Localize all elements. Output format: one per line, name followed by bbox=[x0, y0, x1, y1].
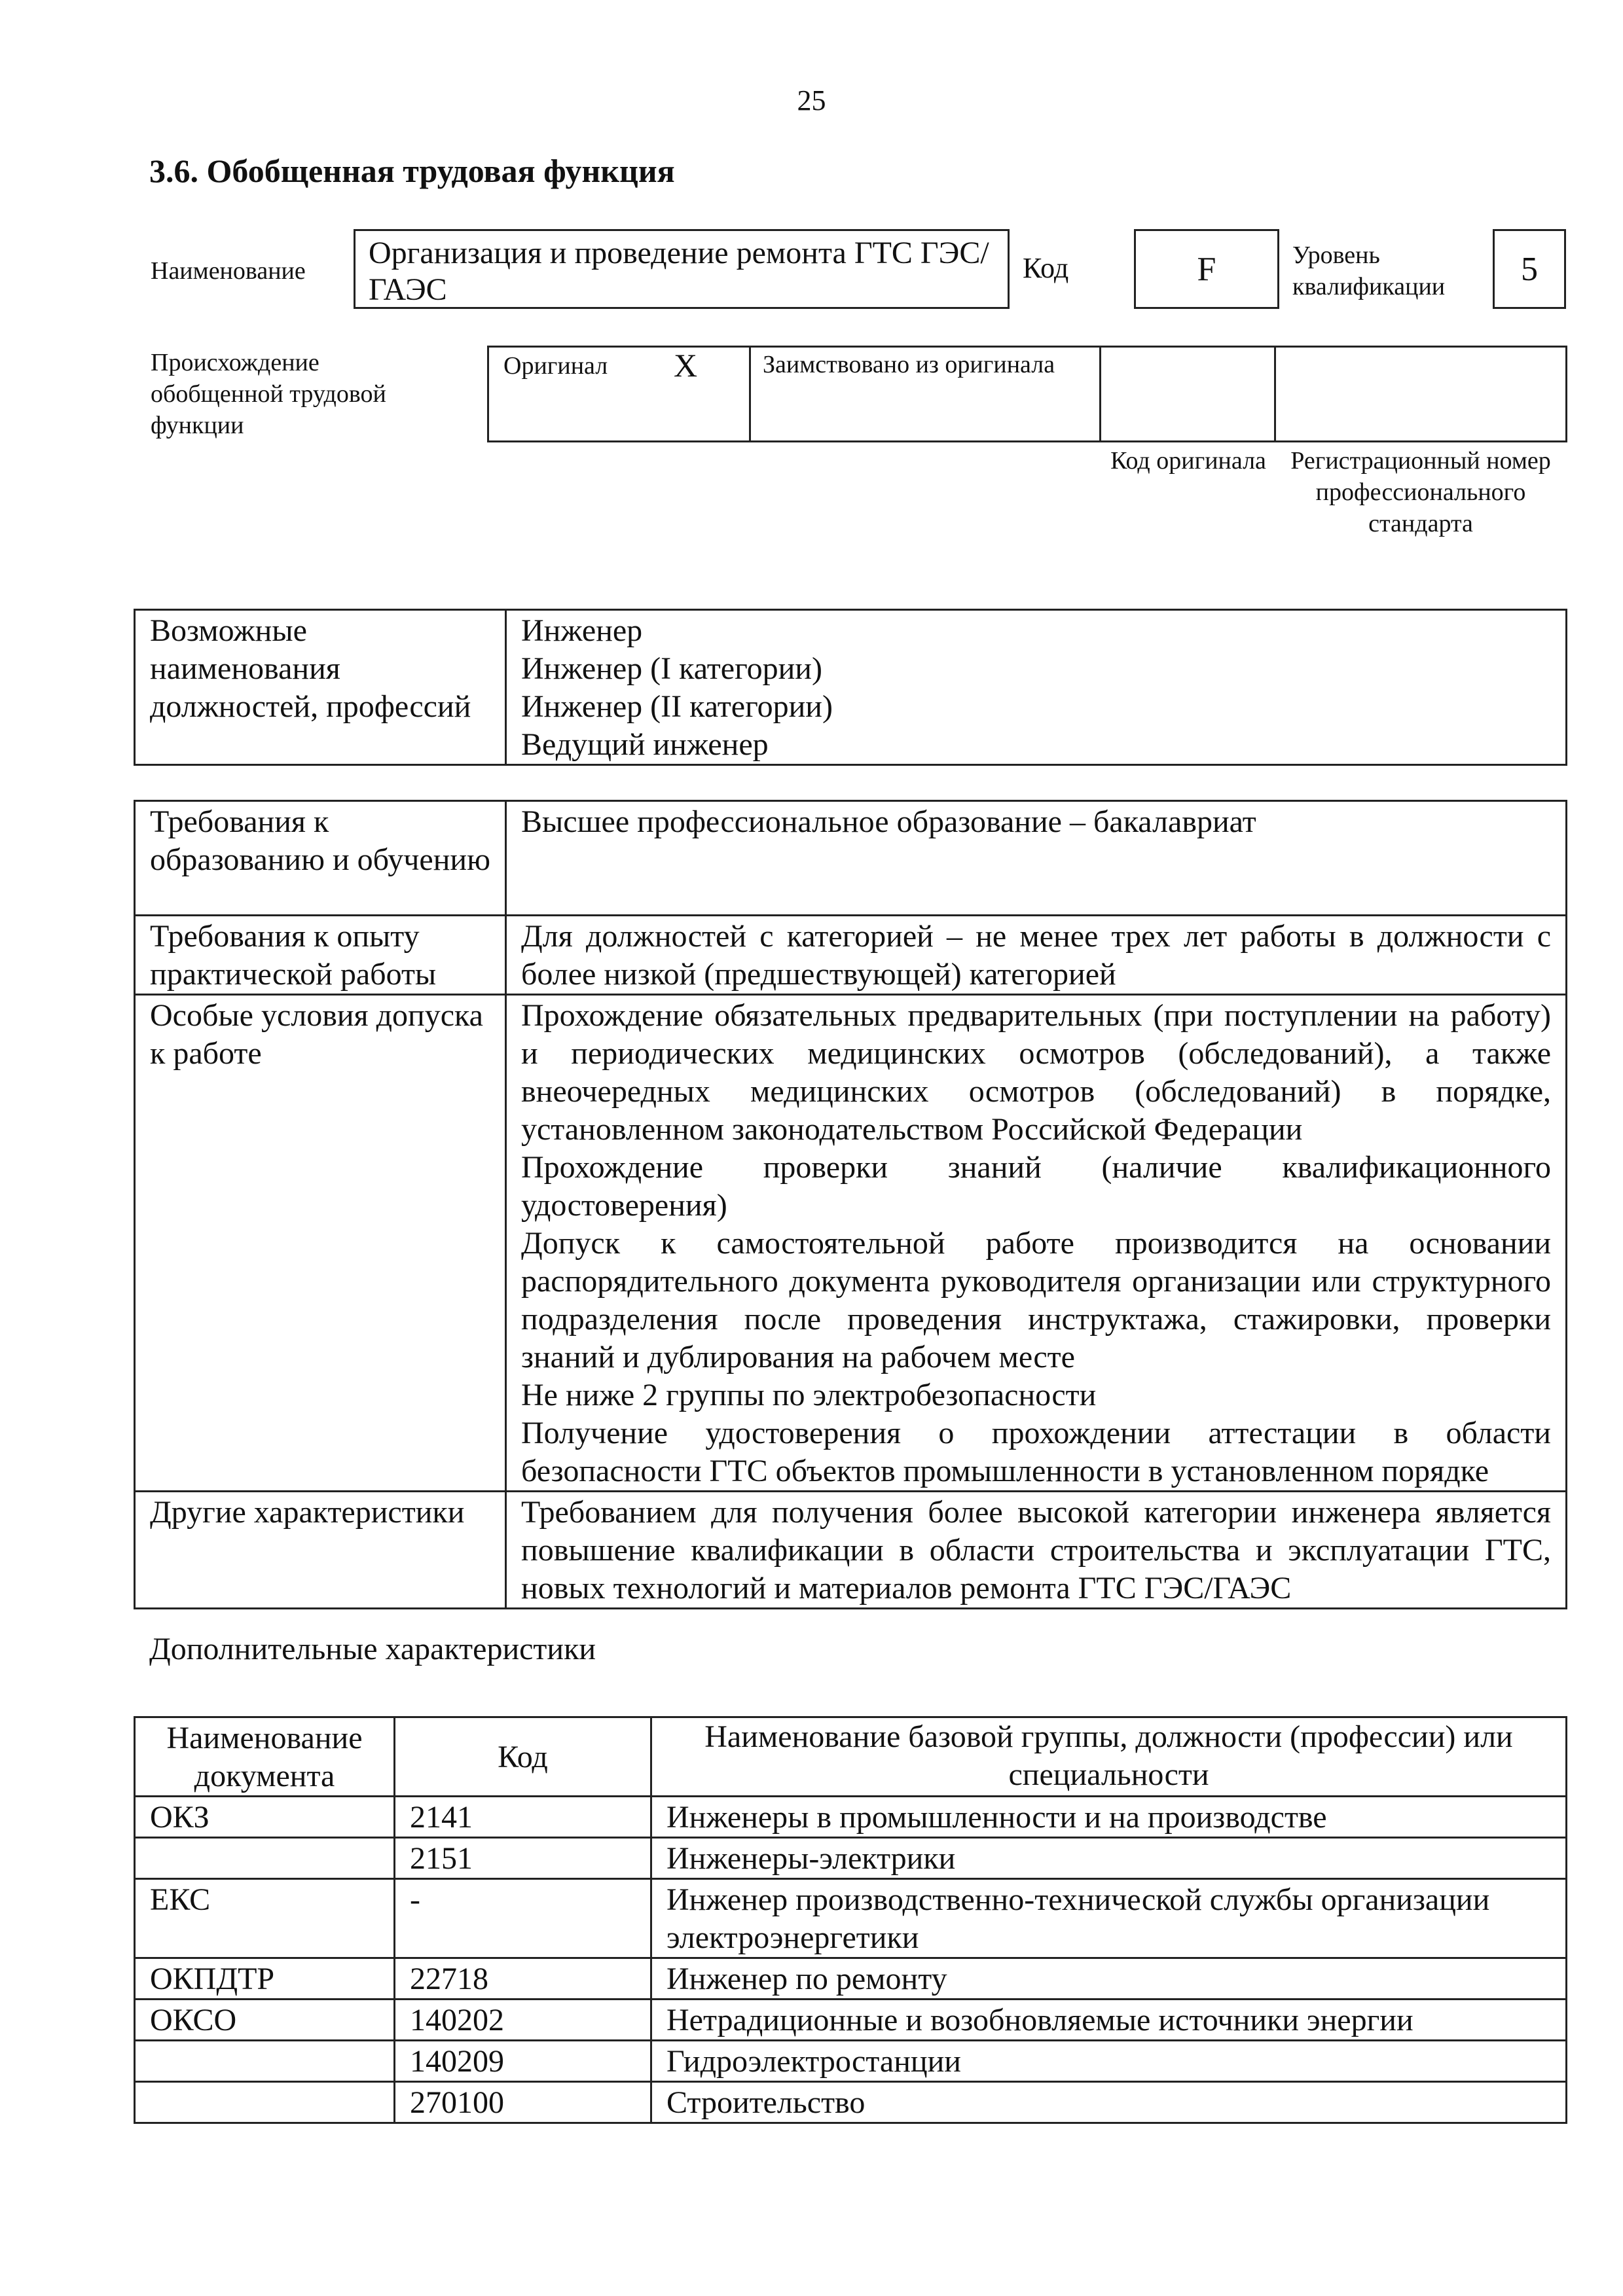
code-caption: Код оригинала bbox=[1110, 447, 1266, 475]
requirement-label: Другие характеристики bbox=[135, 1492, 506, 1609]
name-label: Наименование bbox=[151, 257, 306, 285]
additional-header-row bbox=[135, 1717, 1567, 1797]
level-value-field: 5 bbox=[1493, 229, 1566, 309]
row-name: Инженер по ремонту bbox=[651, 1958, 1567, 2000]
table-row bbox=[135, 1838, 1567, 1879]
row-name: Инженеры в промышленности и на производстве bbox=[651, 1797, 1567, 1838]
page-number: 25 bbox=[797, 84, 826, 117]
positions-list bbox=[506, 610, 1567, 765]
table-row bbox=[135, 1958, 1567, 2000]
row-code: 22718 bbox=[395, 1958, 651, 2000]
requirement-paragraph: Прохождение проверки знаний (наличие квалификационного удостоверения) bbox=[521, 1150, 1551, 1223]
requirement-paragraph: Прохождение обязательных предварительных (при поступлении на работу) и периодических медицинских осмотров (обследований), а также внеочередных медицинских осмотров (обследований) в порядке, установленном законодательством Российской Федерации bbox=[521, 998, 1551, 1147]
requirement-paragraph: Допуск к самостоятельной работе производится на основании распорядительного документа руководителя организации или структурного подразделения после проведения инструктажа, стажировки, проверки знаний и дублирования на рабочем месте bbox=[521, 1226, 1551, 1374]
header-name: Наименование базовой группы, должности (профессии) или специальности bbox=[651, 1717, 1567, 1797]
requirement-label: Особые условия допуска к работе bbox=[135, 995, 506, 1492]
header-document: Наименование документа bbox=[135, 1717, 395, 1797]
position-item: Инженер (I категории) bbox=[521, 651, 822, 686]
header-code: Код bbox=[395, 1717, 651, 1797]
row-code: - bbox=[395, 1879, 651, 1958]
row-document bbox=[135, 2041, 395, 2082]
row-document: ЕКС bbox=[135, 1879, 395, 1958]
requirement-paragraph: Не ниже 2 группы по электробезопасности bbox=[521, 1378, 1097, 1412]
row-name: Строительство bbox=[651, 2082, 1567, 2123]
requirement-value bbox=[506, 801, 1567, 916]
requirement-row-other bbox=[135, 1492, 1567, 1609]
requirement-label: Требования к опыту практической работы bbox=[135, 916, 506, 995]
code-label: Код bbox=[1023, 252, 1069, 284]
original-label: Оригинал bbox=[503, 352, 608, 380]
row-code: 2151 bbox=[395, 1838, 651, 1879]
table-row bbox=[135, 2000, 1567, 2041]
registration-caption: Регистрационный номер профессионального стандарта bbox=[1290, 447, 1551, 537]
registration-number-cell bbox=[1274, 346, 1567, 442]
requirement-label: Требования к образованию и обучению bbox=[135, 801, 506, 916]
origin-label: Происхождение обобщенной трудовой функции bbox=[151, 349, 386, 439]
borrowed-label: Заимствовано из оригинала bbox=[763, 351, 1055, 378]
row-code: 140209 bbox=[395, 2041, 651, 2082]
original-mark: X bbox=[674, 347, 698, 384]
row-code: 2141 bbox=[395, 1797, 651, 1838]
position-item: Инженер (II категории) bbox=[521, 689, 833, 724]
additional-table bbox=[134, 1716, 1567, 2124]
borrowed-cell bbox=[749, 346, 1101, 442]
requirement-value bbox=[506, 995, 1567, 1492]
code-value-field: F bbox=[1134, 229, 1279, 309]
requirement-value bbox=[506, 916, 1567, 995]
requirement-paragraph: Для должностей с категорией – не менее трех лет работы в должности с более низкой (предшествующей) категорией bbox=[521, 919, 1551, 992]
table-row bbox=[135, 2041, 1567, 2082]
requirement-paragraph: Получение удостоверения о прохождении аттестации в области безопасности ГТС объектов промышленности в установленном порядке bbox=[521, 1416, 1551, 1488]
row-document: ОКЗ bbox=[135, 1797, 395, 1838]
section-title: 3.6. Обобщенная трудовая функция bbox=[149, 152, 675, 189]
positions-row bbox=[135, 610, 1567, 765]
positions-label: Возможные наименования должностей, профессий bbox=[135, 610, 506, 765]
level-label: Уровень квалификации bbox=[1292, 242, 1446, 300]
origin-grid bbox=[487, 346, 1567, 442]
requirement-paragraph: Высшее профессиональное образование – бакалавриат bbox=[521, 804, 1256, 839]
requirement-row-education bbox=[135, 801, 1567, 916]
row-document: ОКСО bbox=[135, 2000, 395, 2041]
requirement-row-admission bbox=[135, 995, 1567, 1492]
original-cell bbox=[487, 346, 751, 442]
row-code: 270100 bbox=[395, 2082, 651, 2123]
position-item: Ведущий инженер bbox=[521, 727, 769, 762]
table-row bbox=[135, 1879, 1567, 1958]
row-document bbox=[135, 2082, 395, 2123]
requirement-row-experience bbox=[135, 916, 1567, 995]
position-item: Инженер bbox=[521, 613, 643, 648]
row-code: 140202 bbox=[395, 2000, 651, 2041]
row-name: Инженер производственно-технической службы организации электроэнергетики bbox=[651, 1879, 1567, 1958]
requirement-value bbox=[506, 1492, 1567, 1609]
positions-table bbox=[134, 609, 1567, 766]
row-document bbox=[135, 1838, 395, 1879]
table-row bbox=[135, 1797, 1567, 1838]
row-name: Инженеры-электрики bbox=[651, 1838, 1567, 1879]
table-row bbox=[135, 2082, 1567, 2123]
original-code-cell bbox=[1099, 346, 1276, 442]
row-document: ОКПДТР bbox=[135, 1958, 395, 2000]
function-name-field: Организация и проведение ремонта ГТС ГЭС/ГАЭС bbox=[354, 229, 1010, 309]
requirement-paragraph: Требованием для получения более высокой категории инженера является повышение квалификации в области строительства и эксплуатации ГТС, новых технологий и материалов ремонта ГТС ГЭС/ГАЭС bbox=[521, 1495, 1551, 1605]
additional-heading: Дополнительные характеристики bbox=[149, 1632, 596, 1666]
row-name: Гидроэлектростанции bbox=[651, 2041, 1567, 2082]
row-name: Нетрадиционные и возобновляемые источники энергии bbox=[651, 2000, 1567, 2041]
requirements-table bbox=[134, 800, 1567, 1609]
